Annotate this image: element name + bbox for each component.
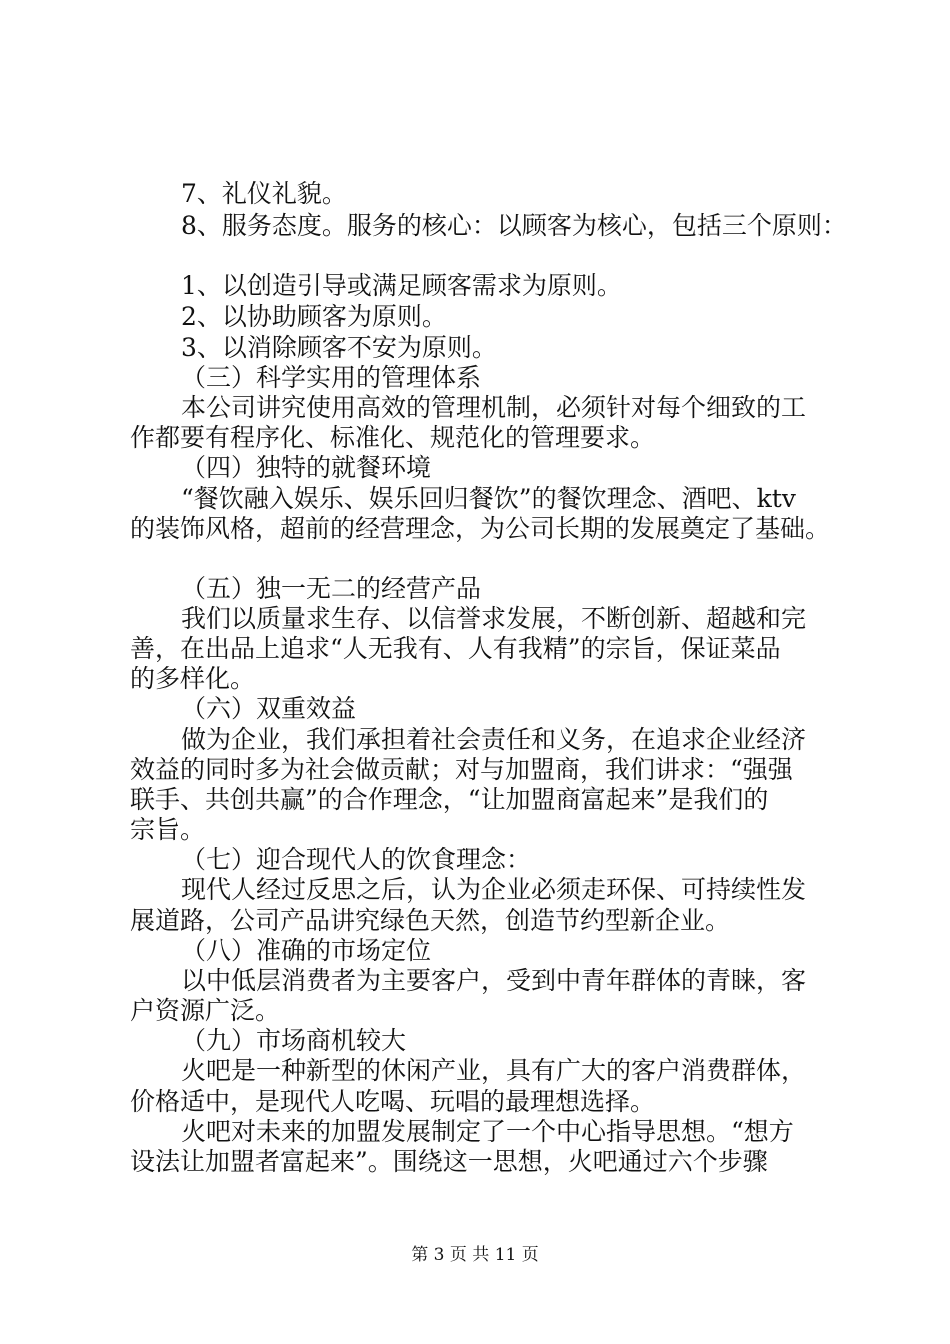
text-line-11: 的装饰风格，超前的经营理念，为公司长期的发展奠定了基础。 [130, 514, 831, 543]
text-line-14: 善，在出品上追求“人无我有、人有我精”的宗旨，保证菜品 [130, 634, 781, 663]
text-line-8: 作都要有程序化、标准化、规范化的管理要求。 [130, 423, 656, 452]
text-line-26: 户资源广泛。 [130, 996, 281, 1025]
text-line-7: 本公司讲究使用高效的管理机制，必须针对每个细致的工 [181, 393, 807, 422]
text-line-4: 2、以协助顾客为原则。 [181, 302, 447, 331]
section-heading-3: （三）科学实用的管理体系 [181, 363, 482, 392]
text-line-31: 设法让加盟者富起来”。围绕这一思想，火吧通过六个步骤 [130, 1147, 768, 1176]
text-line-29: 价格适中，是现代人吃喝、玩唱的最理想选择。 [130, 1087, 656, 1116]
text-line-28: 火吧是一种新型的休闲产业，具有广大的客户消费群体， [181, 1056, 807, 1085]
text-line-3: 1、以创造引导或满足顾客需求为原则。 [181, 271, 622, 300]
text-line-30: 火吧对未来的加盟发展制定了一个中心指导思想。“想方 [181, 1117, 794, 1146]
text-line-23: 展道路，公司产品讲究绿色天然，创造节约型新企业。 [130, 906, 731, 935]
section-heading-6: （六）双重效益 [181, 694, 357, 723]
text-line-18: 效益的同时多为社会做贡献；对与加盟商，我们讲求：“强强 [130, 755, 793, 784]
text-line-17: 做为企业，我们承担着社会责任和义务，在追求企业经济 [181, 725, 807, 754]
text-line-20: 宗旨。 [130, 815, 206, 844]
text-line-2: 8、服务态度。服务的核心：以顾客为核心，包括三个原则： [181, 211, 847, 240]
text-line-13: 我们以质量求生存、以信誉求发展，不断创新、超越和完 [181, 604, 807, 633]
text-line-5: 3、以消除顾客不安为原则。 [181, 333, 497, 362]
page-number-footer: 第 3 页 共 11 页 [411, 1245, 539, 1265]
section-heading-7: （七）迎合现代人的饮食理念： [181, 845, 532, 874]
section-heading-5: （五）独一无二的经营产品 [181, 574, 482, 603]
text-line-1: 7、礼仪礼貌。 [181, 179, 347, 208]
text-line-19: 联手、共创共赢”的合作理念，“让加盟商富起来”是我们的 [130, 785, 769, 814]
section-heading-4: （四）独特的就餐环境 [181, 453, 432, 482]
section-heading-9: （九）市场商机较大 [181, 1026, 407, 1055]
text-line-15: 的多样化。 [130, 664, 256, 693]
text-line-22: 现代人经过反思之后，认为企业必须走环保、可持续性发 [181, 875, 807, 904]
section-heading-8: （八）准确的市场定位 [181, 936, 432, 965]
text-line-10: “餐饮融入娱乐、娱乐回归餐饮”的餐饮理念、酒吧、ktv [181, 484, 796, 513]
text-line-25: 以中低层消费者为主要客户，受到中青年群体的青睐，客 [181, 966, 807, 995]
